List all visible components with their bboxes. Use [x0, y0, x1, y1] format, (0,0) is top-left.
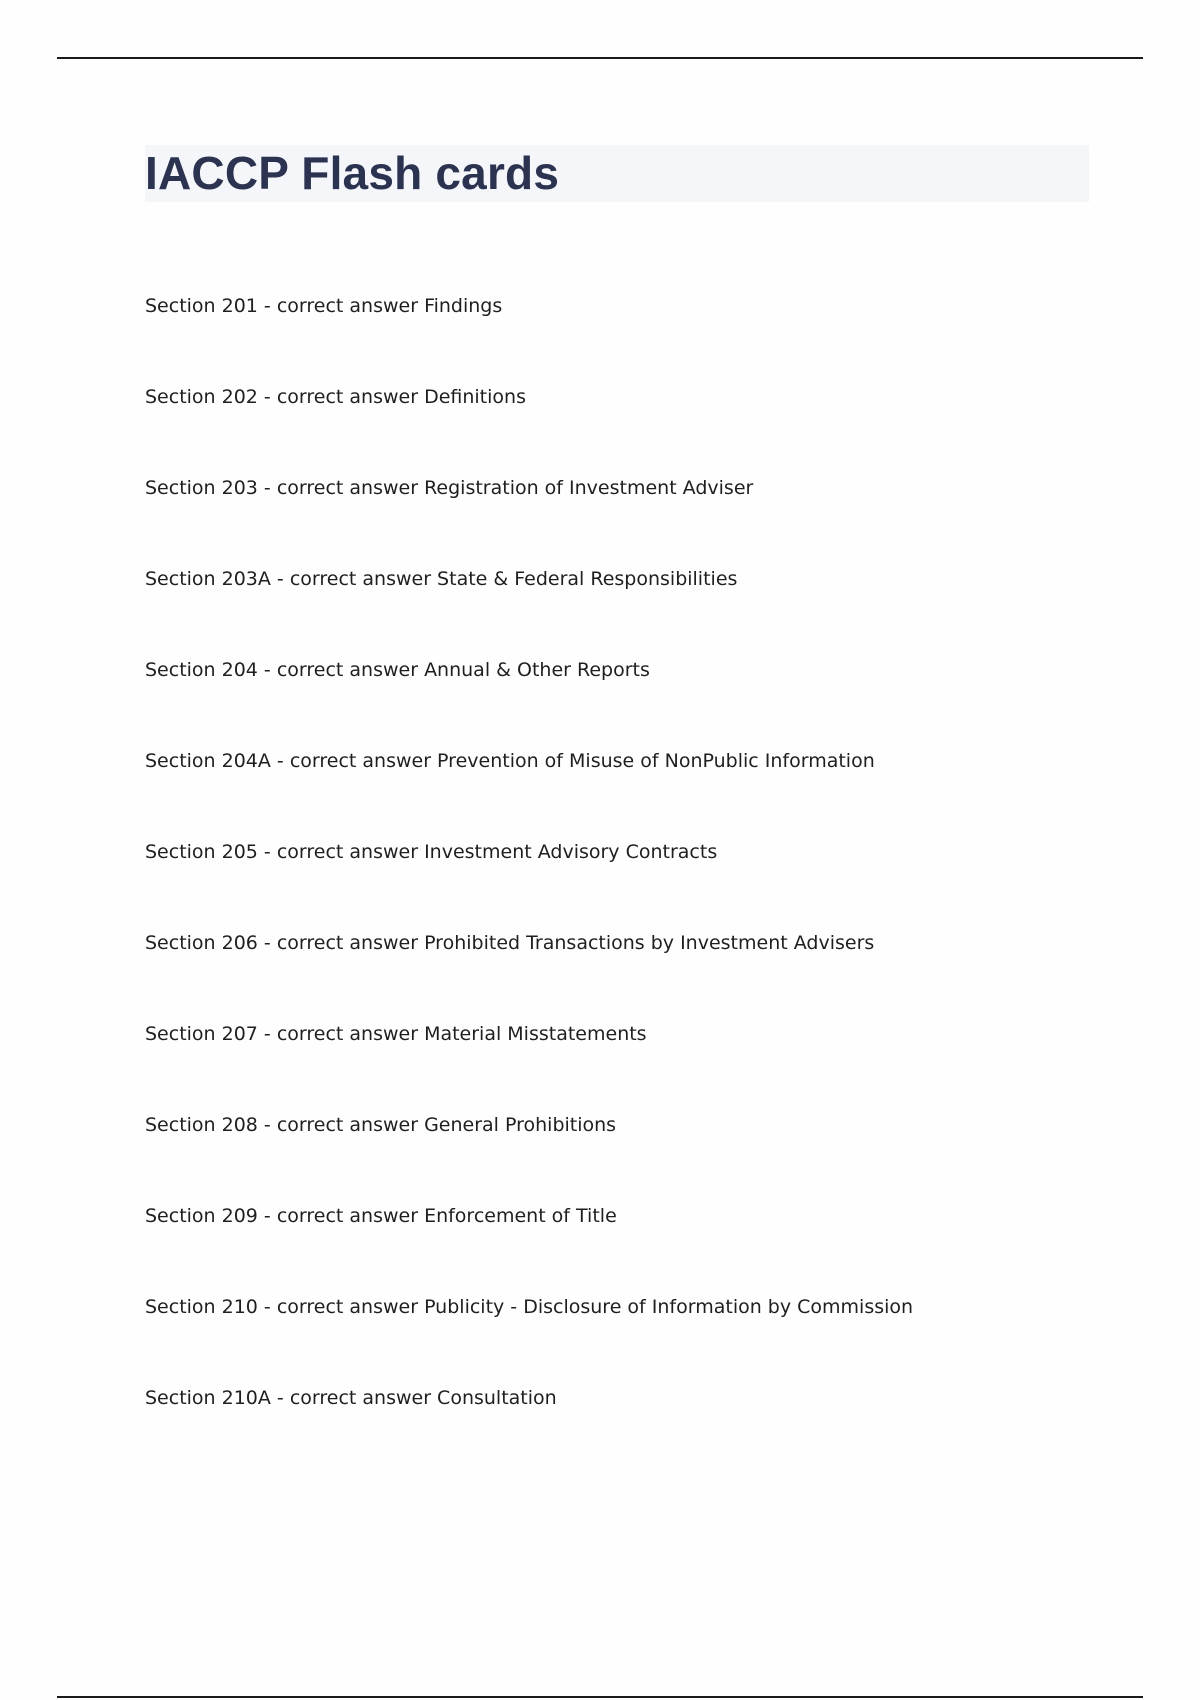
top-rule [57, 57, 1143, 59]
document-title: IACCP Flash cards [145, 147, 560, 199]
flash-card-item: Section 204 - correct answer Annual & Other Reports [145, 659, 650, 681]
flash-card-item: Section 203 - correct answer Registration of Investment Adviser [145, 477, 754, 499]
flash-card-item: Section 209 - correct answer Enforcement of Title [145, 1205, 617, 1227]
flash-card-item: Section 205 - correct answer Investment Advisory Contracts [145, 841, 718, 863]
flash-card-item: Section 204A - correct answer Prevention of Misuse of NonPublic Information [145, 750, 875, 772]
flash-card-item: Section 203A - correct answer State & Federal Responsibilities [145, 568, 738, 590]
flash-card-item: Section 202 - correct answer Definitions [145, 386, 526, 408]
flash-card-item: Section 210A - correct answer Consultation [145, 1387, 557, 1409]
flash-card-item: Section 208 - correct answer General Prohibitions [145, 1114, 617, 1136]
flash-card-item: Section 207 - correct answer Material Misstatements [145, 1023, 647, 1045]
flash-card-item: Section 210 - correct answer Publicity - Disclosure of Information by Commission [145, 1296, 914, 1318]
flash-card-item: Section 201 - correct answer Findings [145, 295, 503, 317]
bottom-rule [57, 1696, 1143, 1698]
flash-card-list [145, 285, 913, 1468]
flash-card-item: Section 206 - correct answer Prohibited Transactions by Investment Advisers [145, 932, 875, 954]
